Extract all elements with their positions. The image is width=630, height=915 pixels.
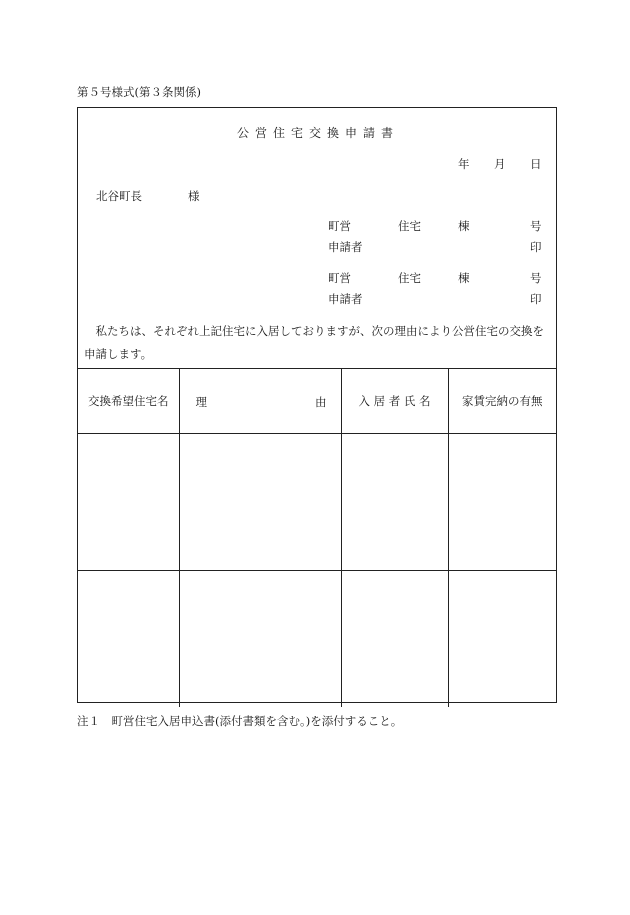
building-label: 棟 <box>458 219 470 233</box>
header-reason-char-2: 由 <box>315 395 327 409</box>
cell-resident-name[interactable] <box>341 571 448 708</box>
cell-rent-paid[interactable] <box>448 434 556 571</box>
applicant-label: 申請者 <box>328 240 363 254</box>
number-label: 号 <box>530 271 542 285</box>
form-title: 公営住宅交換申請書 <box>236 126 399 140</box>
housing-label: 住宅 <box>398 219 421 233</box>
exchange-table <box>78 368 556 707</box>
housing-label: 住宅 <box>398 271 421 285</box>
cell-rent-paid[interactable] <box>448 571 556 708</box>
seal-label: 印 <box>530 240 542 254</box>
table-row <box>78 571 556 708</box>
town-label: 町営 <box>328 219 351 233</box>
addressee: 北谷町長 <box>96 189 142 203</box>
table-row <box>78 434 556 571</box>
form-number: 第５号様式(第３条関係) <box>77 85 201 99</box>
header-reason-char-1: 理 <box>195 395 207 409</box>
cell-reason[interactable] <box>179 571 341 708</box>
header-reason <box>179 369 341 434</box>
table-header-row <box>78 369 556 434</box>
header-resident-name: 入 居 者 氏 名 <box>341 369 448 434</box>
header-rent-paid: 家賃完納の有無 <box>448 369 556 434</box>
cell-reason[interactable] <box>179 434 341 571</box>
cell-resident-name[interactable] <box>341 434 448 571</box>
intro-text: 私たちは、それぞれ上記住宅に入居しておりますが、次の理由により公営住宅の交換を申請します。 <box>84 324 544 361</box>
town-label: 町営 <box>328 271 351 285</box>
building-label: 棟 <box>458 271 470 285</box>
date-year-label: 年 <box>458 157 470 171</box>
date-line <box>78 156 558 172</box>
honorific: 様 <box>188 189 200 203</box>
header-desired-housing: 交換希望住宅名 <box>78 369 179 434</box>
cell-desired-housing[interactable] <box>78 571 179 708</box>
application-form <box>77 107 557 703</box>
footnote: 注１ 町営住宅入居申込書(添付書類を含む。)を添付すること。 <box>77 714 403 728</box>
date-month-label: 月 <box>494 157 506 171</box>
number-label: 号 <box>530 219 542 233</box>
date-day-label: 日 <box>530 157 542 171</box>
applicant-label: 申請者 <box>328 292 363 306</box>
seal-label: 印 <box>530 292 542 306</box>
cell-desired-housing[interactable] <box>78 434 179 571</box>
